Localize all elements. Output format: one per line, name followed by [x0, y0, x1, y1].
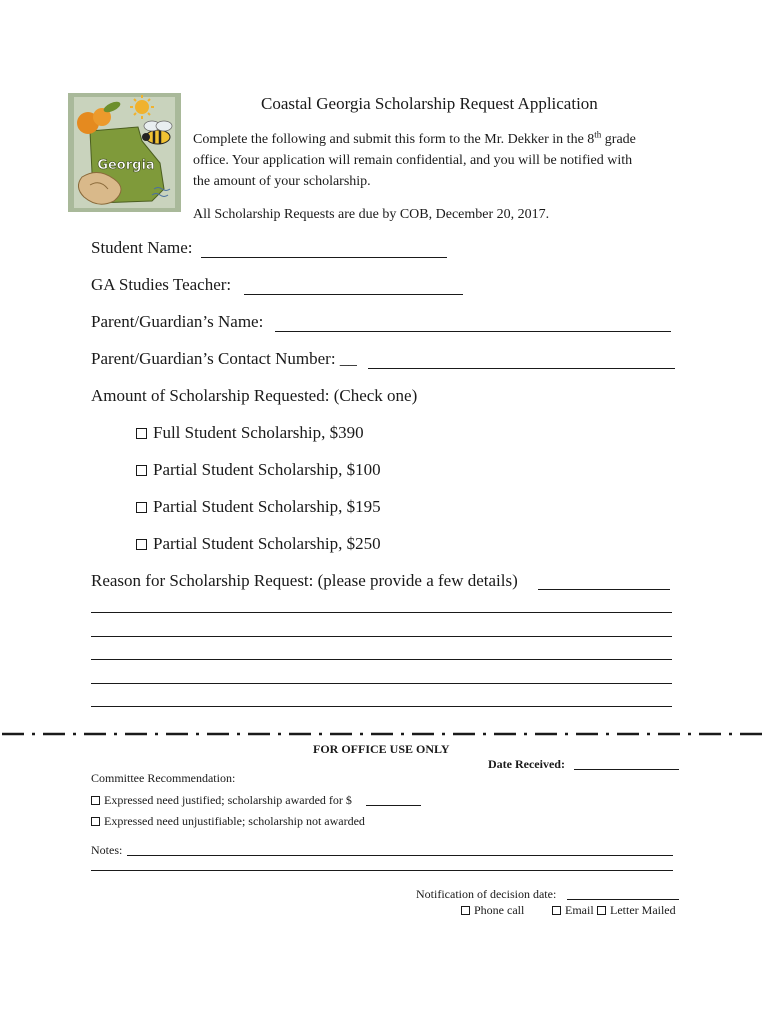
checkbox[interactable] [136, 428, 147, 439]
amount-label: Amount of Scholarship Requested: (Check one) [91, 386, 418, 405]
justified-label: Expressed need justified; scholarship awarded for $ [104, 793, 352, 807]
intro-text-end: grade [601, 132, 636, 147]
checkbox[interactable] [461, 906, 470, 915]
parent-name-field[interactable] [275, 331, 671, 332]
contact-prefix: __ [339, 349, 357, 368]
checkbox[interactable] [597, 906, 606, 915]
intro-line-1 [193, 129, 636, 150]
page-title: Coastal Georgia Scholarship Request Application [261, 94, 598, 113]
intro-line-3: the amount of your scholarship. [193, 174, 371, 189]
option-label: Partial Student Scholarship, $250 [153, 534, 381, 553]
notes-line-1[interactable] [127, 855, 673, 856]
unjustifiable-option[interactable] [91, 814, 365, 829]
sun-icon [135, 100, 149, 114]
committee-label: Committee Recommendation: [91, 771, 236, 785]
email-option[interactable] [552, 903, 594, 918]
georgia-logo [68, 93, 181, 212]
awarded-amount-field[interactable] [366, 805, 421, 806]
checkbox[interactable] [136, 465, 147, 476]
phone-option[interactable] [461, 903, 524, 918]
amount-option-390[interactable] [136, 423, 364, 443]
justified-option[interactable] [91, 793, 352, 808]
due-note: All Scholarship Requests are due by COB, December 20, 2017. [193, 207, 550, 222]
reason-line-2[interactable] [91, 636, 672, 637]
parent-name-label: Parent/Guardian’s Name: [91, 312, 264, 331]
parent-contact-field[interactable] [368, 368, 675, 369]
reason-line-5[interactable] [91, 706, 672, 707]
reason-line-4[interactable] [91, 683, 672, 684]
email-label: Email [565, 903, 594, 917]
checkbox[interactable] [136, 502, 147, 513]
letter-option[interactable] [597, 903, 676, 918]
reason-line-1[interactable] [91, 612, 672, 613]
amount-option-195[interactable] [136, 497, 381, 517]
notification-date-field[interactable] [567, 899, 679, 900]
option-label: Full Student Scholarship, $390 [153, 423, 364, 442]
intro-superscript: th [594, 129, 602, 140]
student-name-label: Student Name: [91, 238, 193, 257]
checkbox[interactable] [91, 796, 100, 805]
parent-contact-text: Parent/Guardian’s Contact Number: [91, 349, 336, 368]
amount-option-250[interactable] [136, 534, 381, 554]
ga-teacher-label: GA Studies Teacher: [91, 275, 232, 294]
unjustifiable-label: Expressed need unjustifiable; scholarship not awarded [104, 814, 365, 828]
logo-text: Georgia [97, 158, 155, 173]
date-received-label: Date Received: [488, 757, 565, 771]
option-label: Partial Student Scholarship, $100 [153, 460, 381, 479]
notes-line-2[interactable] [91, 870, 673, 871]
date-received-field[interactable] [574, 769, 679, 770]
student-name-field[interactable] [201, 257, 447, 258]
office-heading: FOR OFFICE USE ONLY [313, 742, 450, 756]
amount-option-100[interactable] [136, 460, 381, 480]
cut-line-divider [0, 729, 770, 739]
reason-line-3[interactable] [91, 659, 672, 660]
reason-label: Reason for Scholarship Request: (please provide a few details) [91, 571, 518, 590]
notes-label: Notes: [91, 843, 123, 857]
checkbox[interactable] [91, 817, 100, 826]
checkbox[interactable] [552, 906, 561, 915]
reason-line-0[interactable] [538, 589, 670, 590]
checkbox[interactable] [136, 539, 147, 550]
parent-contact-label [91, 349, 357, 369]
intro-line-2: office. Your application will remain confidential, and you will be notified with [193, 153, 633, 168]
notification-label: Notification of decision date: [416, 887, 557, 901]
phone-label: Phone call [474, 903, 525, 917]
intro-text: Complete the following and submit this form to the Mr. Dekker in the 8 [193, 132, 595, 147]
option-label: Partial Student Scholarship, $195 [153, 497, 381, 516]
letter-label: Letter Mailed [610, 903, 676, 917]
ga-teacher-field[interactable] [244, 294, 463, 295]
